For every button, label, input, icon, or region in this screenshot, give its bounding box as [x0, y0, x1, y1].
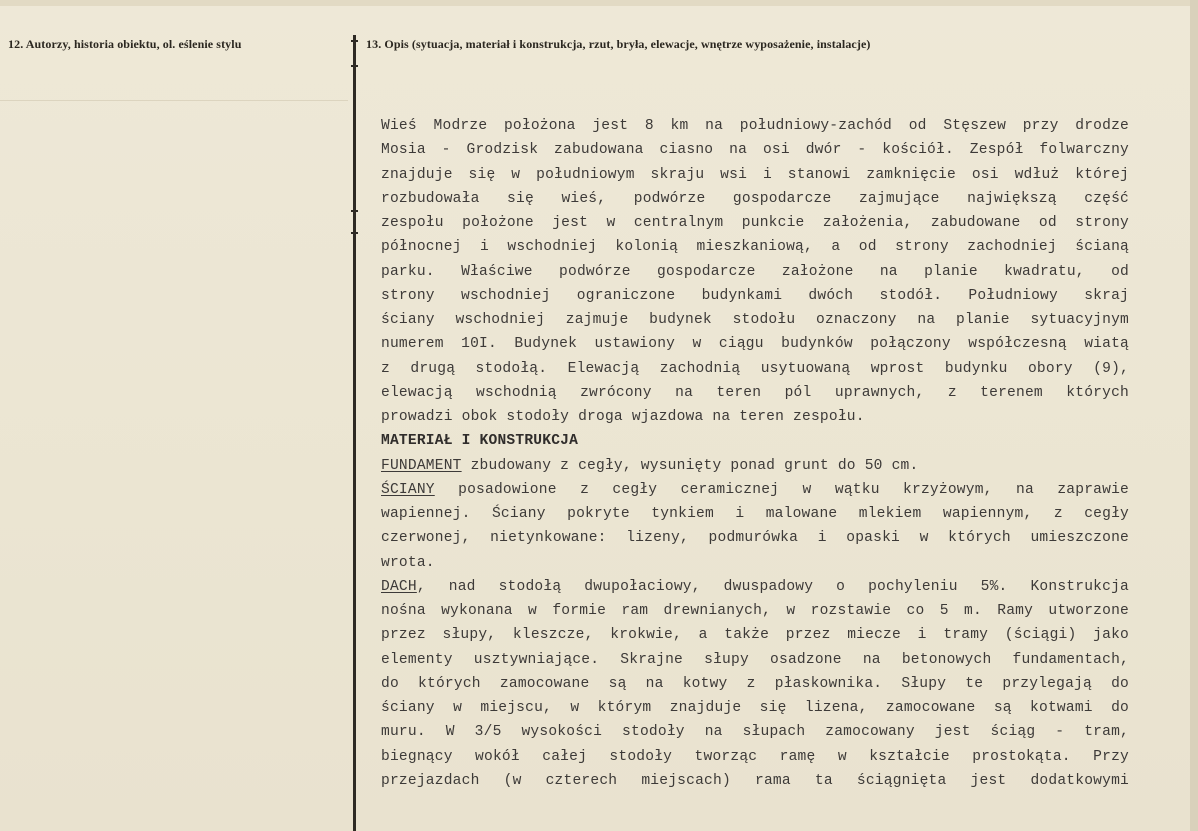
text-line: nośna wykonana w formie ram drewnianych, w rozstawie co 5 m. Ramy utworzone — [381, 603, 1129, 619]
text-line: Wieś Modrze położona jest 8 km na południowy-zachód od Stęszew przy drodze — [381, 118, 1129, 134]
fundament-line — [381, 454, 1129, 478]
divider-tick — [351, 232, 358, 234]
text-line: do których zamocowane są na kotwy z płaskownika. Słupy te przylegają do — [381, 675, 1129, 692]
text-line: strony wschodniej ograniczone budynkami dwóch stodół. Południowy skraj — [381, 287, 1129, 304]
material-heading: MATERIAŁ I KONSTRUKCJA — [381, 433, 579, 450]
text-line: Mosia - Grodzisk zabudowana ciasno na osi dwór - kościół. Zespół folwarczny — [381, 142, 1129, 159]
text-line: przejazdach (w czterech miejscach) rama ta ściągnięta jest dodatkowymi — [381, 772, 1129, 789]
text-line: muru. W 3/5 wysokości stodoły na słupach zamocowany jest ściąg - tram, — [381, 724, 1129, 741]
dach-line — [381, 575, 1129, 599]
fundament-label: FUNDAMENT — [381, 457, 462, 474]
text-line: ściany wschodniej zajmuje budynek stodołu oznaczony na planie sytuacyjnym — [381, 312, 1129, 328]
right-column-header: 13. Opis (sytuacja, materiał i konstrukcja, rzut, bryła, elewacje, wnętrze wyposażenie, instalacje) — [366, 37, 871, 51]
divider-tick — [351, 210, 358, 212]
text-line: z drugą stodołą. Elewacją zachodnią usytuowaną wprost budynku obory (9), — [381, 360, 1129, 377]
sciany-label: ŚCIANY — [381, 481, 435, 498]
left-column — [0, 0, 348, 831]
page-right-edge — [1190, 0, 1198, 831]
sciany-text: posadowione z cegły ceramicznej w wątku krzyżowym, na zaprawie — [434, 481, 1129, 498]
fundament-text: zbudowany z cegły, wysunięty ponad grunt do 50 cm. — [461, 457, 919, 474]
text-line: biegnący wokół całej stodoły tworząc ramę w kształcie prostokąta. Przy — [381, 748, 1129, 765]
text-line: przez słupy, kleszcze, krokwie, a także przez miecze i tramy (ściągi) jako — [381, 627, 1129, 644]
text-line: elementy usztywniające. Skrajne słupy osadzone na betonowych fundamentach, — [381, 651, 1129, 668]
dach-text: , nad stodołą dwupołaciowy, dwuspadowy o pochyleniu 5%. Konstrukcja — [416, 578, 1129, 595]
dach-label: DACH — [381, 578, 417, 595]
text-line: rozbudowała się wieś, podwórze gospodarcze zajmujące największą część — [381, 190, 1129, 207]
text-line: prowadzi obok stodoły droga wjazdowa na teren zespołu. — [381, 409, 865, 425]
text-line: czerwonej, nietynkowane: lizeny, podmurówka i opaski w których umieszczone — [381, 530, 1129, 547]
text-line: wapiennej. Ściany pokryte tynkiem i malowane mlekiem wapiennym, z cegły — [381, 506, 1129, 522]
description-text — [381, 114, 1129, 793]
text-line: zespołu położone jest w centralnym punkcie założenia, zabudowane od strony — [381, 215, 1129, 231]
divider-tick — [351, 40, 358, 42]
sheet-fold-line — [0, 100, 348, 101]
text-line: znajduje się w południowym skraju wsi i stanowi zamknięcie osi wdłuż której — [381, 166, 1129, 183]
text-line: numerem 10I. Budynek ustawiony w ciągu budynków połączony współczesną wiatą — [381, 336, 1129, 353]
column-divider — [353, 35, 356, 831]
text-line: parku. Właściwe podwórze gospodarcze założone na planie kwadratu, od — [381, 263, 1129, 280]
text-line: ściany w miejscu, w którym znajduje się lizena, zamocowane są kotwami do — [381, 700, 1129, 716]
text-line: wrota. — [381, 554, 435, 571]
text-line: elewacją wschodnią zwrócony na teren pól uprawnych, z terenem których — [381, 384, 1129, 401]
left-column-header: 12. Autorzy, historia obiektu, ol. eślenie stylu — [8, 37, 242, 51]
text-line: północnej i wschodniej kolonią mieszkaniową, a od strony zachodniej ścianą — [381, 239, 1129, 256]
sciany-line — [381, 478, 1129, 502]
divider-tick — [351, 65, 358, 67]
